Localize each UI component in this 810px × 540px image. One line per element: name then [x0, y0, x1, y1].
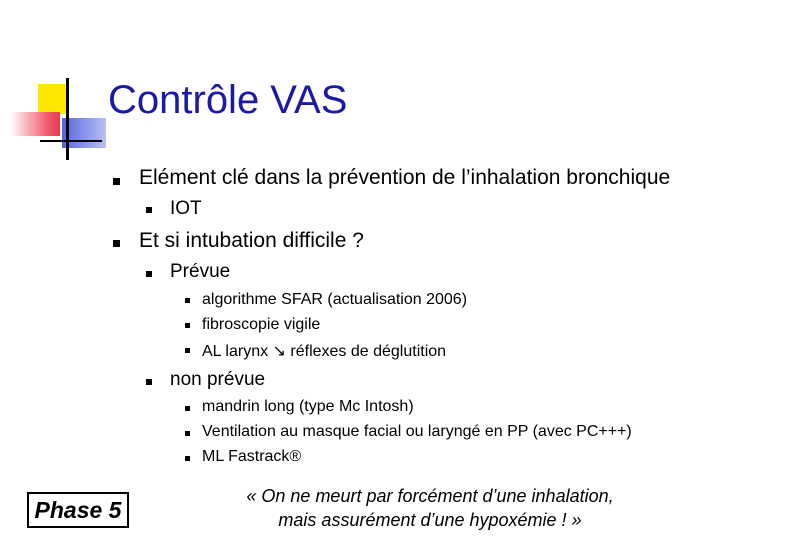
- bullet-item: fibroscopie vigile: [202, 316, 321, 333]
- bullet-icon: [185, 431, 190, 436]
- phase-label: Phase 5: [27, 492, 129, 528]
- bullet-icon: [146, 271, 152, 277]
- bullet-item: Elément clé dans la prévention de l’inhalation bronchique: [139, 166, 671, 189]
- title-decoration-red-bar: [10, 112, 60, 136]
- bullet-item: Prévue: [170, 261, 231, 282]
- closing-quote: [200, 484, 660, 532]
- title-decoration-yellow-square: [38, 84, 68, 114]
- bullet-item: AL larynx ↘ réflexes de déglutition: [202, 343, 447, 360]
- slide-title: Contrôle VAS: [108, 78, 348, 122]
- quote-line: « On ne meurt par forcément d’une inhalation,: [246, 486, 614, 506]
- bullet-icon: [185, 406, 190, 411]
- bullet-icon: [113, 240, 120, 247]
- bullet-item: algorithme SFAR (actualisation 2006): [202, 291, 468, 308]
- bullet-icon: [185, 348, 190, 353]
- quote-line: mais assurément d’une hypoxémie ! »: [278, 510, 582, 530]
- bullet-item: IOT: [170, 198, 202, 219]
- bullet-icon: [185, 298, 190, 303]
- bullet-item: non prévue: [170, 369, 266, 390]
- title-decoration-vertical-line: [66, 78, 69, 160]
- bullet-item: ML Fastrack®: [202, 448, 302, 465]
- bullet-item: Et si intubation difficile ?: [139, 229, 364, 252]
- bullet-icon: [146, 379, 152, 385]
- bullet-icon: [146, 207, 152, 213]
- bullet-item: mandrin long (type Mc Intosh): [202, 398, 414, 415]
- bullet-icon: [185, 456, 190, 461]
- bullet-icon: [113, 178, 120, 185]
- bullet-item: Ventilation au masque facial ou laryngé en PP (avec PC+++): [202, 423, 632, 440]
- bullet-icon: [185, 323, 190, 328]
- title-decoration-horizontal-line: [40, 140, 102, 142]
